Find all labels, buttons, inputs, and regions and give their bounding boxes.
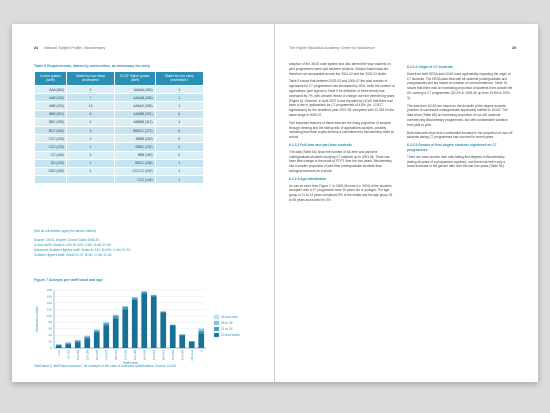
- bar-segment: [170, 325, 176, 348]
- table-row: [35, 167, 204, 175]
- right-running-title: The Higher Education Academy Centre for Bioscience: [289, 46, 375, 50]
- legend-swatch: [214, 321, 219, 325]
- y-tick-label: 160: [46, 294, 52, 299]
- table-row: [35, 151, 204, 159]
- bar-segment: [122, 306, 128, 307]
- table-row: [35, 126, 204, 134]
- table-note: (Not all universities apply the above criteria): [34, 229, 96, 233]
- table-cell: CC (160): [35, 151, 67, 159]
- text-column-right: [407, 62, 513, 172]
- table-cell: 6: [155, 126, 203, 134]
- figure-note: Tariff band U ‘tariff band unknown’, for example in the case of overseas qualifications. Source: UCAS.: [34, 364, 177, 368]
- table-row: [35, 143, 204, 151]
- body-paragraph: Two important features of these data are the rising proportion of accepts through clearing and the falling ratio of applications:accepts, possibly indicating that fewer pupils develop a commitment to biochemistry while at school.: [289, 120, 394, 140]
- table-header-row: [35, 72, 204, 86]
- table-caption: Table 6 Requirements, stated by universities, as necessary for entry: [34, 64, 150, 68]
- bar-segment: [65, 344, 71, 348]
- bar-segment: [179, 334, 185, 335]
- x-tick-label: 560-599: [180, 350, 185, 361]
- section-heading: 6.2.2.2 Full-time and part-time students: [289, 142, 352, 147]
- table-cell: AAAAB (346): [115, 94, 155, 102]
- right-page: [275, 24, 538, 382]
- x-tick-label: 520-559: [170, 350, 175, 361]
- section-heading: 6.2.2.4 Origin of C7 students: [407, 65, 453, 69]
- table-cell: ABBBB (312): [115, 118, 155, 126]
- table-header-cell: Stated by how many universities?: [66, 72, 114, 86]
- table-cell: 1: [155, 159, 203, 167]
- table-cell: BBBC (230): [115, 143, 155, 151]
- legend-swatch: [214, 333, 219, 337]
- bar-segment: [75, 342, 81, 348]
- x-tick-label: 160-199: [85, 350, 90, 361]
- accepts-bar-chart: [30, 284, 270, 366]
- bar-segment: [151, 295, 157, 296]
- table-row: [35, 118, 204, 126]
- body-paragraph: adoption of the JACS code system and also altered the way students on joint programmes were split between subjects. Subject-based data are therefore not comparable across the 2001-02 and the 2002-03 divide.: [289, 62, 391, 76]
- x-tick-label: U: [199, 350, 204, 353]
- x-tick-label: 600 plus: [189, 350, 194, 361]
- table-row: [35, 159, 204, 167]
- table-cell: 2: [155, 151, 203, 159]
- table-cell: 2: [155, 143, 203, 151]
- bar-segment: [198, 334, 204, 349]
- table-cell: 4: [66, 151, 114, 159]
- table-body: [35, 86, 204, 184]
- bar-segment: [113, 318, 119, 348]
- y-tick-label: 0: [50, 346, 52, 350]
- body-paragraph: There are more women than men taking first degrees in Biochemistry (taking all years of a programme together), and there has been only a small decrease in the gender ratio over the last four years (Table 9A).: [407, 154, 505, 169]
- x-tick-label: 80-119: [66, 350, 71, 359]
- bar-segment: [132, 298, 138, 300]
- bar-segment: [56, 345, 62, 348]
- bar-segment: [179, 335, 185, 348]
- legend-swatch: [214, 327, 219, 331]
- y-axis-label: Students number: [35, 306, 39, 332]
- table-row: [35, 176, 204, 184]
- table-cell: AAAAA (360): [115, 86, 155, 94]
- source-line: Source: CRAC Degree Course Guide 2006-07.: [34, 238, 101, 242]
- bar-segment: [94, 330, 100, 331]
- table-cell: 1: [66, 86, 114, 94]
- text-column-left: [289, 62, 395, 206]
- table-cell: ABB (320): [35, 102, 67, 110]
- figure-caption: Figure 7 Accepts per tariff band and age: [34, 278, 103, 282]
- right-page-number: 25: [512, 46, 516, 50]
- table-row: [35, 86, 204, 94]
- entry-requirements-table: [34, 71, 204, 184]
- legend-label: 20 and under: [221, 333, 240, 337]
- bar-segment: [160, 312, 166, 313]
- source-line: A-level tariff: Grade A=120; B=100; C=80; D=60; E=40.: [34, 243, 112, 247]
- table-cell: 1: [66, 167, 114, 175]
- bar-segment: [113, 315, 119, 316]
- bar-segment: [103, 322, 109, 323]
- table-row: [35, 135, 204, 143]
- right-running-head: [289, 46, 516, 50]
- table-cell: 1: [155, 86, 203, 94]
- x-tick-label: 440-479: [151, 350, 156, 361]
- table-header-cell: A-level grades (tariff): [35, 72, 67, 86]
- body-paragraph: As can be seen from Figure 7, in 2005-06 most (i.e. 93%) of the students accepted onto a C7 programme were 20 years old or younger. The age group of 21 to 24 years comprised 5% of the intake and the age group 25 to 39 years accounted for 2%.: [289, 183, 393, 202]
- table-cell: AAA (360): [35, 86, 67, 94]
- bar-segment: [141, 292, 147, 294]
- bar-segment: [189, 342, 195, 348]
- table-cell: DDD (180): [35, 167, 67, 175]
- table-cell: 1: [155, 102, 203, 110]
- x-tick-label: 320-359: [123, 350, 128, 361]
- left-running-head: [34, 46, 256, 50]
- bar-segment: [94, 331, 100, 333]
- table-cell: BBBCC (272): [115, 126, 155, 134]
- bar-segment: [65, 343, 71, 344]
- bar-segment: [84, 336, 90, 337]
- table-cell: 1: [155, 94, 203, 102]
- y-tick-label: 120: [46, 307, 52, 312]
- bar-segment: [151, 296, 157, 348]
- table-cell: CCC (144): [115, 176, 155, 184]
- x-axis-label: Tariff band: [122, 361, 138, 365]
- table-cell: 2: [66, 135, 114, 143]
- bar-segment: [170, 325, 176, 326]
- table-cell: 1: [155, 167, 203, 175]
- bar-segment: [141, 293, 147, 348]
- table-cell: 5: [155, 135, 203, 143]
- table-row: [35, 110, 204, 118]
- table-cell: BBBB (240): [115, 135, 155, 143]
- bar-segment: [56, 345, 62, 346]
- bar-segment: [94, 333, 100, 348]
- x-tick-label: 120-159: [75, 350, 80, 361]
- bar-segment: [113, 316, 119, 319]
- section-heading: 6.2.2.5 Gender of first-degree students registered on C7 programmes: [407, 143, 497, 152]
- table-row: [35, 94, 204, 102]
- y-tick-label: 180: [46, 288, 52, 292]
- table-cell: CCD (220): [35, 143, 67, 151]
- table-cell: 6: [155, 110, 203, 118]
- legend-label: 40 and over: [221, 315, 238, 319]
- body-paragraph: Table 5 shows that between 2002-03 and 2006-07 the total number of applicants for C7 programmes has decreased by 16%, while the number of applications (see legend to Table 5 for definition of these terms) has increased by 7%, with variable trends of change over the intervening years (Figure 8). However, in April 2007 it was reported by UCAS that there had been a rise in applications for C7 programmes of 4.6% (i.e. 12,817 applications) for the academic year 2007-08, compared with 12,253 for the same stage in 2006-07.: [289, 79, 395, 117]
- table-cell: 1: [66, 159, 114, 167]
- table-cell: AAB (340): [35, 94, 67, 102]
- y-tick-label: 40: [48, 333, 52, 338]
- bar-segment: [103, 323, 109, 325]
- body-paragraph: The data (Table 6A) show the number of full-time and part-time undergraduate students studying C7 subjects up to 2003-06. There has been little change in the mode of FT:PT over the four years. Biochemistry has a smaller proportion of part-time undergraduate students than biological sciences as a whole.: [289, 149, 392, 173]
- bar-segment: [75, 341, 81, 342]
- bar-segment: [198, 328, 204, 329]
- body-paragraph: Data from both HESA and UCAS have applicability regarding the origin of C7 students. The HESA data deal with all students (undergraduate and postgraduate) and are based on location of normal residence. Table 7A shows that there was an increasing proportion of students from outside the UK coming to C7 programmes (20.2% in 2005-06 up from 15.8% in 2002-3).: [407, 71, 513, 100]
- table-cell: DD (120): [35, 159, 67, 167]
- bar-segment: [56, 344, 62, 345]
- table-cell: BBB (180): [115, 151, 155, 159]
- bar-segment: [132, 297, 138, 298]
- table-cell: 4: [155, 118, 203, 126]
- bar-segment: [122, 309, 128, 348]
- section-heading: 6.2.2.3 Age distribution: [289, 176, 327, 181]
- left-page-number: 24: [34, 46, 38, 50]
- y-tick-label: 80: [48, 320, 52, 325]
- bar-segment: [132, 300, 138, 348]
- table-cell: 1: [66, 143, 114, 151]
- bar-segment: [84, 338, 90, 348]
- left-running-title: National Subject Profile • Biochemistry: [44, 46, 106, 50]
- left-page: [12, 24, 275, 382]
- table-cell: 13: [66, 102, 114, 110]
- bar-segment: [103, 325, 109, 348]
- table-cell: 7: [66, 94, 114, 102]
- table-cell: [35, 176, 67, 184]
- table-cell: 5: [66, 126, 114, 134]
- bar-segment: [198, 331, 204, 334]
- table-cell: AAABB (331): [115, 110, 155, 118]
- x-tick-label: 280-319: [113, 350, 118, 361]
- source-line: Advanced Scottish Highers tariff: Grade A=120; B=100; C=80; D=72.: [34, 248, 131, 252]
- body-paragraph: Both data sets show that a substantial increase in the proportion of non-UK students taking C7 programmes has occurred in recent years.: [407, 130, 513, 140]
- x-tick-label: 480-519: [161, 350, 166, 361]
- x-tick-label: 0-79: [56, 350, 61, 356]
- table-cell: AAAAC (336): [115, 102, 155, 110]
- sources-block: [34, 238, 209, 258]
- legend-swatch: [214, 315, 219, 319]
- y-tick-label: 20: [48, 339, 52, 344]
- source-line: Scottish Highers tariff: Grade A=72; B=60; C=48; D=42.: [34, 253, 113, 257]
- x-tick-label: 400-439: [142, 350, 147, 361]
- bar-segment: [75, 340, 81, 341]
- table-cell: BCC (260): [35, 126, 67, 134]
- table-header-cell: Stated by how many universities?: [155, 72, 203, 86]
- bar-segment: [198, 329, 204, 331]
- table-cell: CCC (240): [35, 135, 67, 143]
- table-cell: 8: [66, 110, 114, 118]
- legend-label: 21 to 24: [221, 327, 233, 331]
- table-cell: BBB (300): [35, 110, 67, 118]
- table-cell: BBC (280): [35, 118, 67, 126]
- bar-segment: [65, 343, 71, 344]
- bar-segment: [122, 307, 128, 310]
- y-tick-label: 60: [48, 326, 52, 331]
- body-paragraph: The data from UCAS are based on the domicile of the degree accepts (number of successful undergraduate applicants) notified to UCAS. The data show (Table 8A) an increasing proportion of non-UK students commencing Biochemistry programmes, but with considerable variation from year to year.: [407, 103, 508, 127]
- table-cell: BBCC (236): [115, 159, 155, 167]
- bar-segment: [84, 337, 90, 339]
- table-row: [35, 102, 204, 110]
- y-tick-label: 100: [46, 313, 52, 318]
- table-cell: 4: [66, 118, 114, 126]
- bar-segment: [160, 313, 166, 348]
- table-cell: [66, 176, 114, 184]
- y-tick-label: 140: [46, 300, 52, 305]
- table-cell: CCCCC (240): [115, 167, 155, 175]
- table-header-cell: SCQF Higher grades (tariff): [115, 72, 155, 86]
- x-tick-label: 200-239: [94, 350, 99, 361]
- x-tick-label: 360-399: [132, 350, 137, 361]
- legend-label: 25 to 39: [221, 321, 233, 325]
- table-cell: 1: [155, 176, 203, 184]
- x-tick-label: 240-279: [104, 350, 109, 361]
- book-spread: [12, 24, 538, 382]
